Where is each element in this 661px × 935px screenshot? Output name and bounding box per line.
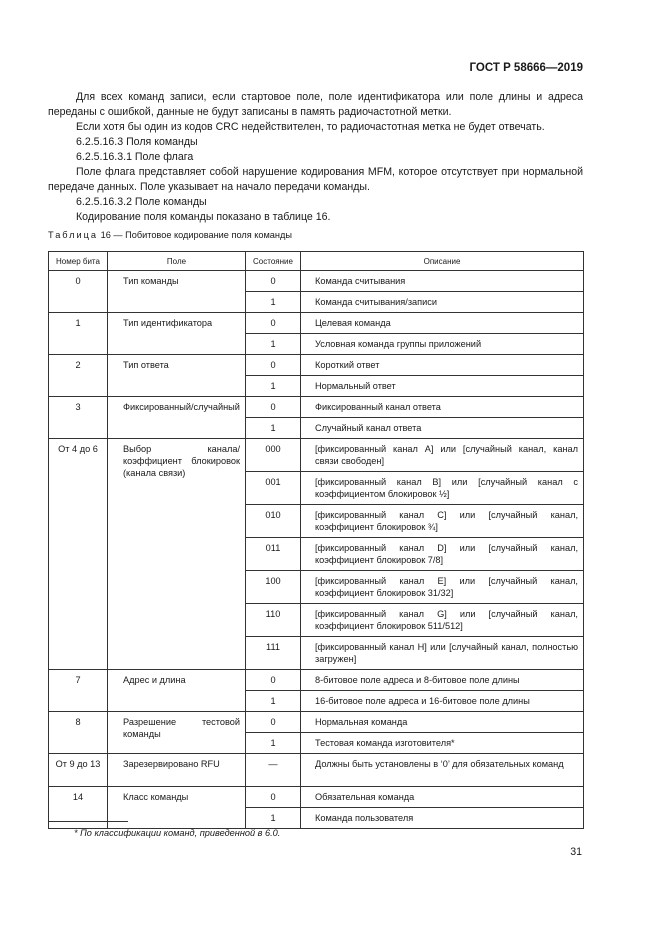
state-value: 1 [246,691,301,712]
description: Фиксированный канал ответа [301,397,584,418]
description: [фиксированный канал D] или [случайный канал, коэффициент блокировок 7/8] [301,538,584,571]
description: Команда пользователя [301,808,584,829]
field-name: Тип команды [108,271,246,313]
bit-number: От 9 до 13 [49,754,108,787]
state-value: — [246,754,301,787]
table-caption-text: 16 — Побитовое кодирование поля команды [100,230,292,240]
bit-number: 0 [49,271,108,313]
bit-number: 7 [49,670,108,712]
description: [фиксированный канал B] или [случайный канал с коэффициентом блокировок ½] [301,472,584,505]
state-value: 0 [246,355,301,376]
field-name: Разрешение тестовой команды [108,712,246,754]
section-heading: 6.2.5.16.3.1 Поле флага [76,151,194,163]
description: Обязательная команда [301,787,584,808]
bit-number: 14 [49,787,108,829]
paragraph: Кодирование поля команды показано в таблице 16. [76,211,331,223]
field-name: Выбор канала/коэффициент блокировок (канала связи) [108,439,246,670]
description: Целевая команда [301,313,584,334]
footnote: * По классификации команд, приведенной в 6.0. [74,828,281,838]
description: 16-битовое поле адреса и 16-битовое поле длины [301,691,584,712]
table-row [49,787,584,808]
description: Команда считывания/записи [301,292,584,313]
description: [фиксированный канал H] или [случайный канал, полностью загружен] [301,637,584,670]
document-header: ГОСТ Р 58666—2019 [469,62,583,74]
header-cell: Описание [301,252,584,271]
field-name: Тип ответа [108,355,246,397]
description: Случайный канал ответа [301,418,584,439]
table-row [49,397,584,418]
body-text [48,90,583,225]
description: Условная команда группы приложений [301,334,584,355]
bit-number: 2 [49,355,108,397]
description: 8-битовое поле адреса и 8-битовое поле длины [301,670,584,691]
table-caption-label: Таблица [48,230,99,240]
table-row [49,754,584,787]
state-value: 1 [246,808,301,829]
state-value: 0 [246,787,301,808]
state-value: 001 [246,472,301,505]
state-value: 1 [246,733,301,754]
state-value: 1 [246,376,301,397]
description: Должны быть установлены в ‘0’ для обязательных команд [301,754,584,787]
state-value: 0 [246,313,301,334]
description: Тестовая команда изготовителя* [301,733,584,754]
field-name: Класс команды [108,787,246,829]
description: [фиксированный канал E] или [случайный канал, коэффициент блокировок 31/32] [301,571,584,604]
description: [фиксированный канал C] или [случайный канал, коэффициент блокировок ¾] [301,505,584,538]
paragraph: Если хотя бы один из кодов CRC недействителен, то радиочастотная метка не будет отвечать. [76,121,545,133]
footnote-divider [48,821,128,822]
table-row [49,313,584,334]
table-caption [48,230,292,240]
bit-number: 1 [49,313,108,355]
state-value: 010 [246,505,301,538]
header-cell: Поле [108,252,246,271]
section-heading: 6.2.5.16.3 Поля команды [76,136,198,148]
table-row [49,271,584,292]
table-row [49,712,584,733]
paragraph: Для всех команд записи, если стартовое поле, поле идентификатора или поле длины и адреса переданы с ошибкой, данные не будут записаны в память радиочастотной метки. [48,91,583,118]
state-value: 0 [246,670,301,691]
bit-number: От 4 до 6 [49,439,108,670]
description: [фиксированный канал A] или [случайный канал, канал связи свободен] [301,439,584,472]
table-row [49,670,584,691]
description: Нормальный ответ [301,376,584,397]
header-cell: Номер бита [49,252,108,271]
field-name: Фиксированный/случайный [108,397,246,439]
state-value: 000 [246,439,301,472]
table-row [49,355,584,376]
state-value: 1 [246,292,301,313]
state-value: 111 [246,637,301,670]
bit-number: 3 [49,397,108,439]
encoding-table [48,251,584,829]
state-value: 100 [246,571,301,604]
field-name: Тип идентификатора [108,313,246,355]
section-heading: 6.2.5.16.3.2 Поле команды [76,196,207,208]
description: Нормальная команда [301,712,584,733]
description: Команда считывания [301,271,584,292]
page-number: 31 [570,846,582,858]
state-value: 0 [246,397,301,418]
paragraph: Поле флага представляет собой нарушение кодирования MFM, которое отсутствует при нормальной передаче данных. Поле указывает на начало передачи команды. [48,166,583,193]
header-cell: Состояние [246,252,301,271]
field-name: Зарезервировано RFU [108,754,246,787]
state-value: 0 [246,271,301,292]
state-value: 0 [246,712,301,733]
bit-number: 8 [49,712,108,754]
state-value: 110 [246,604,301,637]
table-header-row [49,252,584,271]
description: Короткий ответ [301,355,584,376]
state-value: 1 [246,418,301,439]
field-name: Адрес и длина [108,670,246,712]
state-value: 1 [246,334,301,355]
state-value: 011 [246,538,301,571]
description: [фиксированный канал G] или [случайный канал, коэффициент блокировок 511/512] [301,604,584,637]
table-row [49,439,584,472]
